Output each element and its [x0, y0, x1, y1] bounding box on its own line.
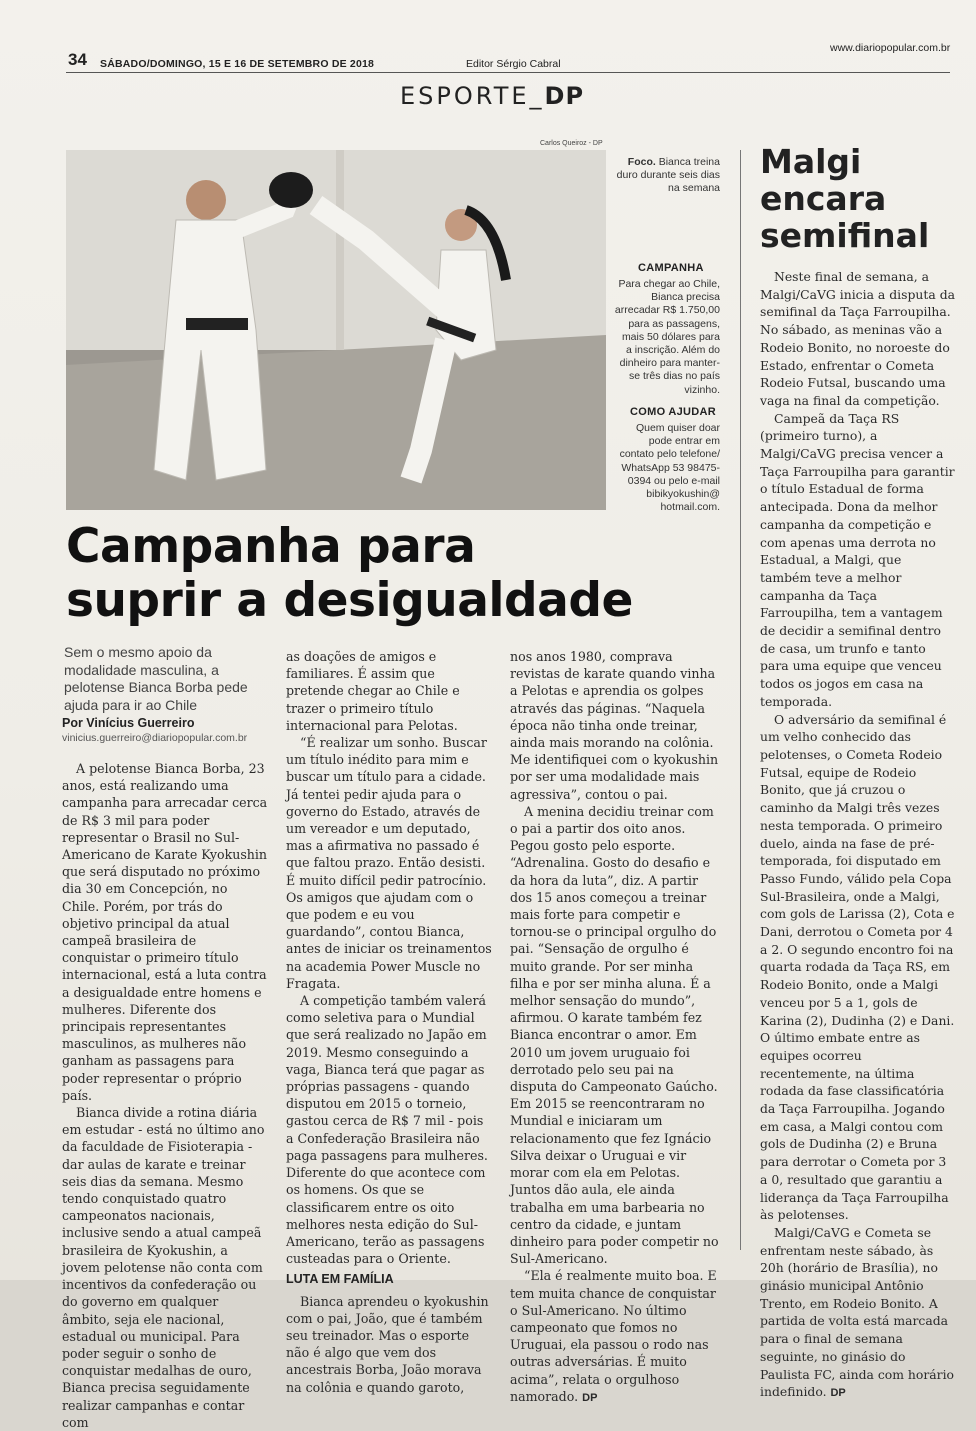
side-article-body — [760, 268, 956, 1403]
header-rule — [66, 72, 950, 73]
issue-date: SÁBADO/DOMINGO, 15 E 16 DE SETEMBRO DE 2018 — [100, 58, 375, 70]
paragraph: Campeã da Taça RS (primeiro turno), a Malgi/CaVG precisa vencer a Taça Farroupilha para garantir o título Estadual de forma antecipada. Dona da melhor campanha da competição e com apenas uma derrota no Estadual, a Malgi, que também teve a melhor campanha da Taça Farroupilha, tem a vantagem de decidir a semifinal dentro de casa, um trunfo e tanto para uma equipe que venceu todos os jogos em casa na temporada. — [760, 410, 955, 709]
paragraph: “É realizar um sonho. Buscar um título inédito para mim e buscar um título para a cidade. Já tentei pedir ajuda para o governo do Estado, através de um vereador e um deputado, mas a afirmativa no passado é que faltou prazo. Então desisti. É muito difícil pedir patrocínio. Os amigos que ajudam com o que podem e eu vou guardando”, contou Bianca, antes de iniciar os treinamentos na academia Power Muscle no Fragata. — [286, 735, 492, 991]
author-email: vinicius.guerreiro@diariopopular.com.br — [62, 732, 248, 744]
como-ajudar-text: Quem quiser doar pode entrar em contato pelo telefone/ WhatsApp 53 98475-0394 ou pelo e-mail bibikyokushin@ hotmail.com. — [619, 422, 720, 514]
paragraph: A pelotense Bianca Borba, 23 anos, está realizando uma campanha para arrecadar cerca de R$ 3 mil para poder representar o Brasil no Sul-Americano de Karate Kyokushin que será disputado no próximo dia 30 em Concepción, no Chile. Porém, por trás do objetivo principal da atual campeã brasileira de conquistar o primeiro título internacional, está a luta contra a desigualdade entre homens e mulheres. Diferente dos principais representantes masculinos, as mulheres não ganham as passagens para poder representar o próprio país. — [62, 761, 268, 1103]
headline — [66, 520, 633, 628]
paragraph — [760, 1224, 956, 1403]
section-tag: DP — [544, 82, 585, 110]
paragraph-text: “Ela é realmente muito boa. E tem muita chance de conquistar o Sul-Americano. No último campeonato que fomos no Uruguai, ela passou o rodo nas outras adversárias. É muito acima”, relata o orgulhoso namorado. — [510, 1268, 717, 1404]
article-column-3 — [510, 648, 722, 1407]
section-name: ESPORTE_ — [400, 82, 545, 110]
paragraph-text: Malgi/CaVG e Cometa se enfrentam neste sábado, às 20h (horário de Brasília), no ginásio municipal Antônio Trento, em Rodeio Bonito. A partida de volta está marcada para o final de semana seguinte, no ginásio do Paulista FC, ainda com horário indefinido. — [760, 1224, 955, 1400]
column-rule — [740, 150, 741, 1250]
section-title — [400, 82, 584, 110]
paragraph: Bianca aprendeu o kyokushin com o pai, João, que é também seu treinador. Mas o esporte não é algo que vem dos ancestrais Borba, João morava na colônia e quando garoto, — [286, 1293, 489, 1395]
campanha-heading: CAMPANHA — [638, 262, 704, 274]
caption-lead: Foco. — [627, 156, 656, 168]
subheading: LUTA EM FAMÍLIA — [286, 1272, 394, 1287]
como-ajudar-heading: COMO AJUDAR — [630, 406, 717, 418]
paragraph: nos anos 1980, comprava revistas de karate quando vinha a Pelotas e aprendia os golpes através das páginas. “Naquela época não tinha onde treinar, ainda mais morando na colônia. Me identifiquei com o kyokushin por ser uma modalidade mais agressiva”, contou o pai. — [510, 649, 719, 802]
website: www.diariopopular.com.br — [830, 42, 951, 54]
paragraph — [510, 1267, 722, 1407]
author: Por Vinícius Guerreiro — [62, 716, 195, 730]
side-headline-line: Malgi — [760, 142, 862, 181]
paragraph: A menina decidiu treinar com o pai a partir dos oito anos. Pegou gosto pelo esporte. “Adrenalina. Gosto do desafio e da hora da luta”, diz. A partir dos 15 anos começou a treinar mais forte para competir e tornou-se o principal orgulho do pai. “Sensação de orgulho é muito grande. Por ser minha filha e por ser minha aluna. É a melhor sensação do mundo”, afirmou. O karate também fez Bianca encontrar o amor. Em 2010 um jovem uruguaio foi derrotado pelo seu pai na disputa do Campeonato Gaúcho. Em 2015 se reencontraram no Mundial e iniciaram um relacionamento que fez Ignácio Silva deixar o Uruguai e vir morar com ela em Pelotas. Juntos dão aula, ele ainda trabalha em uma barbearia no centro da cidade, e juntam dinheiro para poder competir no Sul-Americano. — [510, 803, 719, 1267]
paragraph: Bianca divide a rotina diária em estudar - está no último ano da faculdade de Fisioterapia - dar aulas de karate e treinar seis dias da semana. Mesmo tendo conquistado quatro campeonatos nacionais, inclusive sendo a atual campeã brasileira de Kyokushin, a jovem pelotense não conta com incentivos da confederação ou do governo em qualquer âmbito, seja ele nacional, estadual ou municipal. Para poder seguir o sonho de conquistar medalhas de ouro, Bianca precisa seguidamente realizar campanhas e contar com — [62, 1105, 265, 1430]
paragraph: Neste final de semana, a Malgi/CaVG inicia a disputa da semifinal da Taça Farroupilha. No sábado, as meninas vão a Rodeio Bonito, no noroeste do Estado, enfrentar o Cometa Rodeio Futsal, buscando uma vaga na final da competição. — [760, 269, 956, 408]
campanha-text: Para chegar ao Chile, Bianca precisa arrecadar R$ 1.750,00 para as passagens, mais 50 dólares para a inscrição. Além do dinheiro para manter-se três dias no país vizinho. — [614, 278, 720, 396]
page-number: 34 — [68, 50, 87, 69]
headline-line1: Campanha para — [66, 519, 476, 574]
paragraph: O adversário da semifinal é um velho conhecido das pelotenses, o Cometa Rodeio Futsal, equipe de Rodeio Bonito, que já cruzou o caminho da Malgi três vezes nesta temporada. O primeiro duelo, ainda na fase de pré-temporada, foi disputado em Passo Fundo, válido pela Copa Sul-Brasileira, onde a Malgi, com gols de Larissa (2), Cota e Dani, derrotou o Cometa por 4 a 2. O segundo encontro foi na quarta rodada da Taça RS, em Rodeio Bonito, onde a Malgi venceu por 5 a 1, gols de Karina (2), Dudinha (2) e Dani. O último embate entre as equipes ocorreu recentemente, na última rodada da fase classificatória da Taça Farroupilha. Jogando em casa, a Malgi contou com gols de Dudinha (2) e Bruna para derrotar o Cometa por 3 a 0, resultado que garantiu a liderança da Taça Farroupilha às pelotenses. — [760, 711, 955, 1223]
side-headline — [760, 143, 929, 254]
side-headline-line: semifinal — [760, 216, 930, 255]
side-headline-line: encara — [760, 179, 887, 218]
article-column-2 — [286, 648, 492, 1396]
editor-name: Editor Sérgio Cabral — [466, 58, 561, 70]
photo-caption — [614, 156, 720, 195]
paragraph: A competição também valerá como seletiva para o Mundial que será realizado no Japão em 2019. Mesmo conseguindo a vaga, Bianca terá que pagar as próprias passagens - quando disputou em 2015 o torneio, gastou cerca de R$ 7 mil - pois a Confederação Brasileira não paga passagens para mulheres. Diferente do que acontece com os homens. Os que se classificarem entre os oito melhores nesta edição do Sul-Americano, terão as passagens custeadas para o Oriente. — [286, 993, 488, 1267]
subtitle: Sem o mesmo apoio da modalidade masculina, a pelotense Bianca Borba pede ajuda para ir ao Chile — [64, 644, 248, 713]
headline-line2: suprir a desigualdade — [66, 573, 633, 628]
photo-credit: Carlos Queiroz - DP — [540, 140, 603, 147]
karate-photo — [66, 150, 606, 510]
end-mark: DP — [830, 1387, 846, 1400]
end-mark: DP — [582, 1391, 598, 1404]
caption-text: Bianca treina duro durante seis dias na semana — [616, 156, 720, 194]
article-column-1 — [62, 760, 268, 1431]
paragraph: as doações de amigos e familiares. É assim que pretende chegar ao Chile e trazer o primeiro título internacional para Pelotas. — [286, 649, 460, 733]
